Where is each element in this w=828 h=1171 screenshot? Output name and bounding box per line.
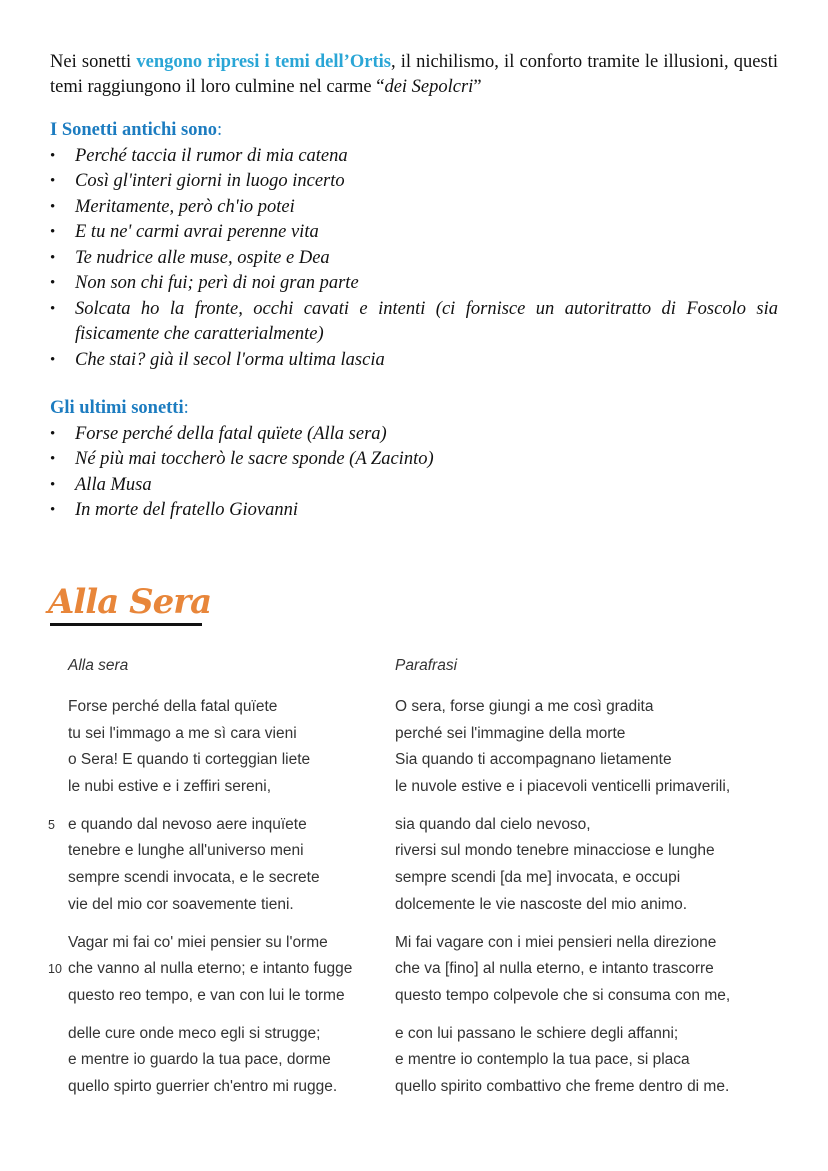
verse-line	[395, 747, 795, 774]
verse-line	[395, 721, 795, 748]
list-item: • In morte del fratello Giovanni	[50, 498, 778, 524]
verse-line	[395, 1074, 795, 1101]
ancient-list	[50, 144, 778, 374]
list-item: • Alla Musa	[50, 473, 778, 499]
intro-paragraph	[50, 50, 778, 100]
verse-line	[68, 930, 388, 957]
verse-text: sempre scendi invocata, e le secrete	[68, 869, 320, 887]
stanza	[48, 930, 388, 1010]
verse-line	[68, 892, 388, 919]
verse-line	[395, 694, 795, 721]
heading-text: Gli ultimi sonetti	[50, 398, 184, 418]
verse-line	[48, 812, 388, 839]
list-item: • Solcata ho la fronte, occhi cavati e intenti (ci fornisce un autoritratto di Foscolo sia fisicamente che caratterialmente)	[50, 297, 778, 348]
verse-text: Vagar mi fai co' miei pensier su l'orme	[68, 933, 328, 951]
verse-line	[68, 721, 388, 748]
verse-text: e mentre io contemplo la tua pace, si placa	[395, 1051, 690, 1069]
list-item: • Che stai? già il secol l'orma ultima lascia	[50, 348, 778, 374]
verse-line	[395, 956, 795, 983]
list-item: • Non son chi fui; perì di noi gran parte	[50, 271, 778, 297]
verse-line	[395, 1047, 795, 1074]
stanza	[395, 694, 795, 801]
verse-text: e mentre io guardo la tua pace, dorme	[68, 1051, 331, 1069]
heading-text: I Sonetti antichi sono	[50, 120, 218, 140]
verse-line	[68, 694, 388, 721]
verse-line	[395, 930, 795, 957]
verse-text: sempre scendi [da me] invocata, e occupi	[395, 869, 681, 887]
heading-colon: :	[183, 398, 189, 418]
verse-line	[68, 747, 388, 774]
stanza	[395, 930, 795, 1010]
paraphrase-heading: Parafrasi	[395, 657, 458, 674]
verse-text: riversi sul mondo tenebre minacciose e lunghe	[395, 842, 715, 860]
intro-italic: dei Sepolcri	[384, 77, 474, 97]
verse-text: questo tempo colpevole che si consuma con me,	[395, 986, 731, 1004]
verse-line	[395, 812, 795, 839]
verse-line	[68, 983, 388, 1010]
list-item: • Forse perché della fatal quïete (Alla sera)	[50, 422, 778, 448]
verse-text: perché sei l'immagine della morte	[395, 724, 626, 742]
intro-highlight: vengono ripresi i temi dell’Ortis	[136, 52, 391, 72]
verse-text: delle cure onde meco egli si strugge;	[68, 1024, 321, 1042]
list-item: • E tu ne' carmi avrai perenne vita	[50, 220, 778, 246]
verse-text: Forse perché della fatal quïete	[68, 698, 278, 715]
verse-text: e con lui passano le schiere degli affanni;	[395, 1024, 679, 1042]
last-sonnets-section	[50, 396, 778, 524]
verse-line	[395, 865, 795, 892]
verse-text: Sia quando ti accompagnano lietamente	[395, 751, 672, 769]
verse-text: le nubi estive e i zeffiri sereni,	[68, 778, 272, 796]
section-title: Alla Sera	[48, 582, 212, 622]
verse-text: questo reo tempo, e van con lui le torme	[68, 986, 345, 1004]
intro-text: Nei sonetti	[50, 52, 137, 72]
verse-line	[48, 956, 388, 983]
verse-line	[68, 1021, 388, 1048]
title-underline	[50, 623, 202, 626]
line-number: 10	[48, 962, 62, 977]
verse-text: o Sera! E quando ti corteggian liete	[68, 751, 311, 769]
verse-text: vie del mio cor soavemente tieni.	[68, 895, 294, 913]
intro-text: , il nichilismo, il conforto tramite le illusioni, questi temi raggiungono il loro culmine nel carme “	[50, 52, 778, 97]
verse-line	[68, 1047, 388, 1074]
poem-column	[48, 656, 388, 1112]
verse-line	[395, 892, 795, 919]
list-item: • Te nudrice alle muse, ospite e Dea	[50, 246, 778, 272]
list-item: • Così gl'interi giorni in luogo incerto	[50, 169, 778, 195]
ancient-heading	[50, 118, 778, 144]
verse-line	[395, 983, 795, 1010]
verse-text: che va [fino] al nulla eterno, e intanto trascorre	[395, 960, 714, 978]
verse-line	[395, 838, 795, 865]
heading-colon: :	[217, 120, 223, 140]
verse-text: e quando dal nevoso aere inquïete	[68, 815, 307, 833]
list-item: • Perché taccia il rumor di mia catena	[50, 144, 778, 170]
paraphrase-column	[395, 656, 795, 1112]
verse-text: O sera, forse giungi a me così gradita	[395, 698, 654, 715]
verse-line	[68, 1074, 388, 1101]
verse-line	[68, 774, 388, 801]
line-number: 5	[48, 817, 55, 832]
stanza	[395, 1021, 795, 1101]
verse-line	[68, 865, 388, 892]
last-list	[50, 422, 778, 524]
verse-text: quello spirito combattivo che freme dentro di me.	[395, 1077, 730, 1095]
intro-text: ”	[473, 77, 482, 97]
verse-line	[395, 1021, 795, 1048]
verse-line	[68, 838, 388, 865]
last-heading	[50, 396, 778, 422]
ancient-sonnets-section	[50, 118, 778, 373]
stanza	[68, 1021, 388, 1101]
list-item: • Meritamente, però ch'io potei	[50, 195, 778, 221]
verse-line	[395, 774, 795, 801]
verse-text: Mi fai vagare con i miei pensieri nella direzione	[395, 933, 717, 951]
verse-text: dolcemente le vie nascoste del mio animo.	[395, 895, 688, 913]
verse-text: tenebre e lunghe all'universo meni	[68, 842, 304, 860]
poem-heading: Alla sera	[68, 657, 129, 674]
stanza	[48, 812, 388, 919]
verse-text: tu sei l'immago a me sì cara vieni	[68, 724, 297, 742]
verse-text: che vanno al nulla eterno; e intanto fugge	[68, 960, 353, 978]
verse-text: quello spirto guerrier ch'entro mi rugge.	[68, 1077, 338, 1095]
stanza	[68, 694, 388, 801]
list-item: • Né più mai toccherò le sacre sponde (A Zacinto)	[50, 447, 778, 473]
stanza	[395, 812, 795, 919]
verse-text: le nuvole estive e i piacevoli venticelli primaverili,	[395, 778, 731, 796]
verse-text: sia quando dal cielo nevoso,	[395, 815, 591, 833]
